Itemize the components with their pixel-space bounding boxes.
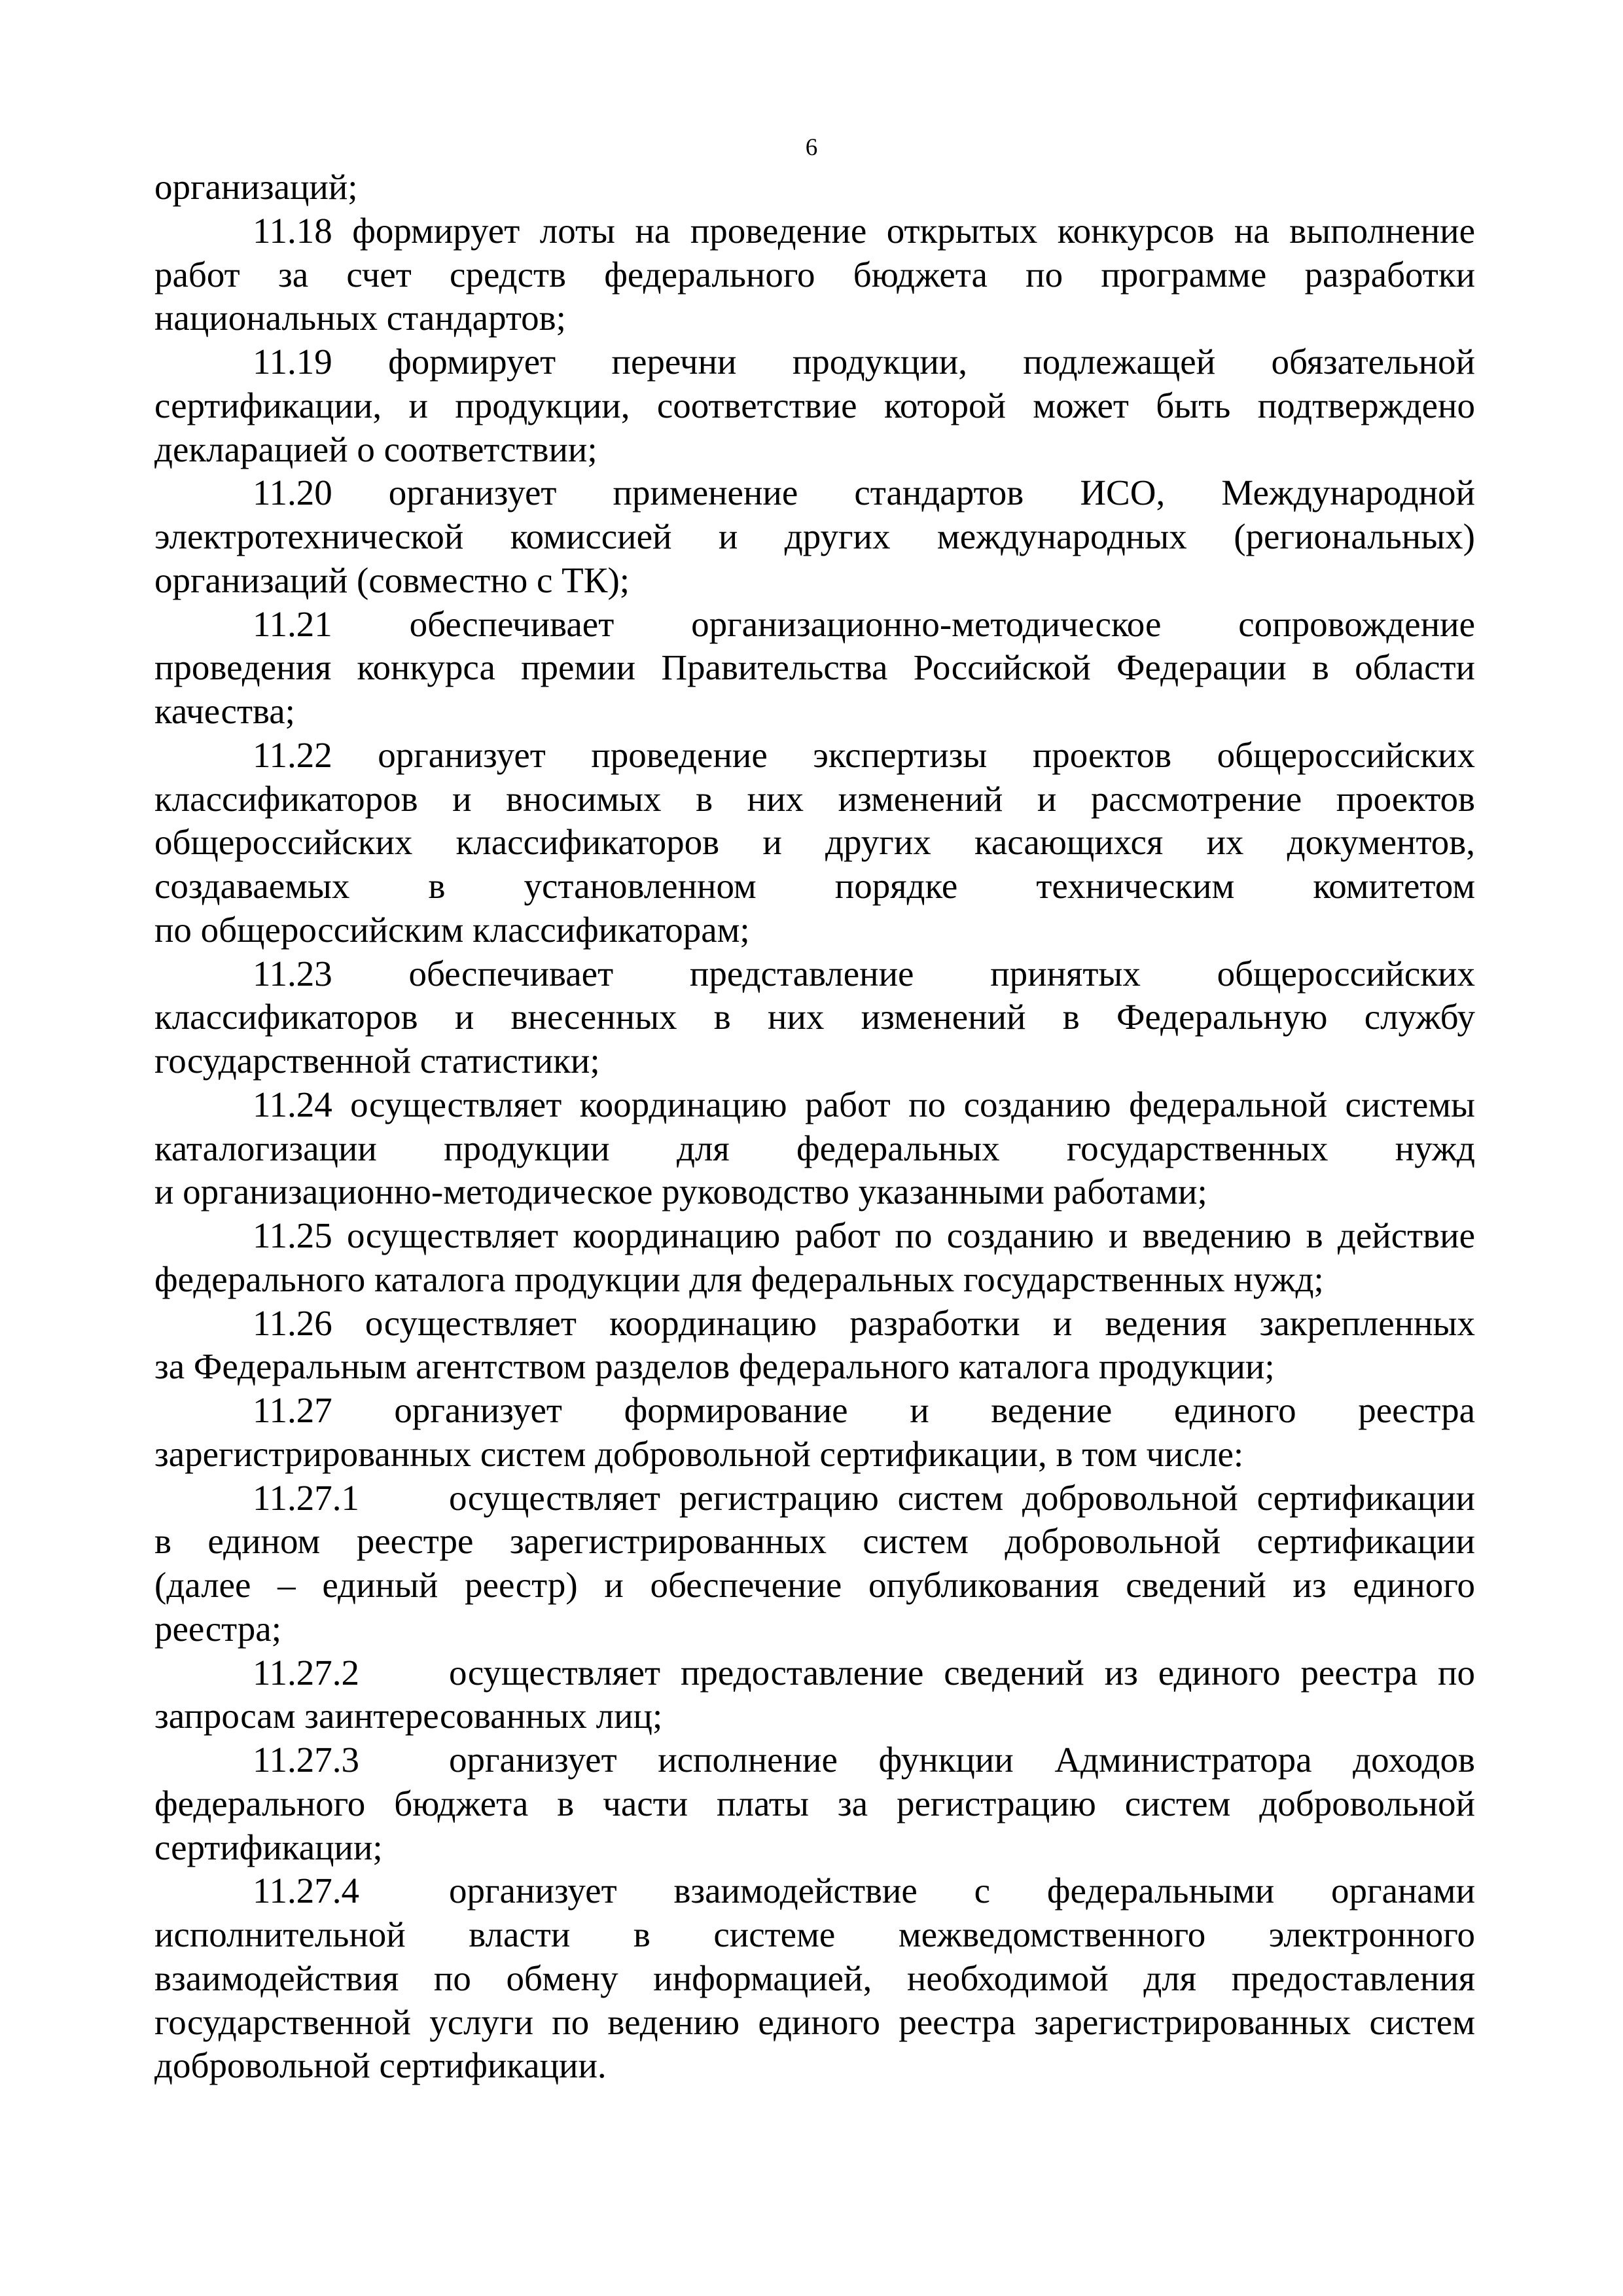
text-line: государственной статистики; [154, 1041, 600, 1081]
clause-11-26: 11.26 осуществляет координацию разработки и ведения закрепленных [253, 1302, 1475, 1343]
text-line: электротехнической комиссией и других международных (региональных) [154, 516, 1475, 556]
text-line: декларацией о соответствии; [154, 429, 597, 469]
text-line: организаций; [154, 167, 358, 207]
clause-text: организует исполнение функции Администратора доходов [449, 1740, 1475, 1780]
text-line: создаваемых в установленном порядке техническим комитетом [154, 866, 1475, 906]
text-line: каталогизации продукции для федеральных государственных нужд [154, 1128, 1475, 1168]
text-line: государственной услуги по ведению единого реестра зарегистрированных систем [154, 2001, 1475, 2042]
clause-number: 11.27.4 [253, 1871, 359, 1911]
text-line: федерального бюджета в части платы за регистрацию систем добровольной [154, 1783, 1475, 1823]
text-line: классификаторов и внесенных в них изменений в Федеральную службу [154, 997, 1475, 1037]
clause-11-24: 11.24 осуществляет координацию работ по созданию федеральной системы [253, 1084, 1475, 1124]
text-line: по общероссийским классификаторам; [154, 909, 750, 950]
text-line: реестра; [154, 1608, 282, 1649]
clause-text: организует взаимодействие с федеральными органами [449, 1871, 1475, 1911]
clause-text: осуществляет предоставление сведений из единого реестра по [449, 1652, 1475, 1693]
clause-11-27-3 [154, 1738, 1475, 1782]
clause-11-18: 11.18 формирует лоты на проведение открытых конкурсов на выполнение [253, 210, 1475, 251]
clause-number: 11.27.2 [253, 1652, 359, 1693]
text-line: (далее – единый реестр) и обеспечение опубликования сведений из единого [154, 1565, 1475, 1605]
text-line: запросам заинтересованных лиц; [154, 1696, 663, 1736]
clause-11-25: 11.25 осуществляет координацию работ по созданию и введению в действие [253, 1215, 1475, 1255]
text-line: за Федеральным агентством разделов федерального каталога продукции; [154, 1346, 1275, 1387]
clause-number: 11.27.3 [253, 1740, 359, 1780]
clause-11-19: 11.19 формирует перечни продукции, подлежащей обязательной [253, 342, 1475, 382]
clause-11-27: 11.27 организует формирование и ведение единого реестра [253, 1390, 1475, 1430]
text-line: взаимодействия по обмену информацией, необходимой для предоставления [154, 1958, 1475, 1998]
clause-11-23: 11.23 обеспечивает представление принятых общероссийских [253, 953, 1475, 994]
page-number: 6 [805, 134, 818, 161]
clause-11-20: 11.20 организует применение стандартов ИСО, Международной [253, 473, 1475, 513]
text-line: проведения конкурса премии Правительства Российской Федерации в области [154, 647, 1475, 688]
text-line: в едином реестре зарегистрированных систем добровольной сертификации [154, 1521, 1475, 1562]
text-line: сертификации, и продукции, соответствие которой может быть подтверждено [154, 385, 1475, 425]
text-line: зарегистрированных систем добровольной сертификации, в том числе: [154, 1433, 1244, 1474]
clause-11-27-4 [154, 1869, 1475, 1913]
clause-11-27-2 [154, 1651, 1475, 1695]
clause-number: 11.27.1 [253, 1477, 359, 1518]
text-line: организаций (совместно с ТК); [154, 560, 630, 600]
text-line: добровольной сертификации. [154, 2045, 607, 2086]
clause-11-21: 11.21 обеспечивает организационно-методическое сопровождение [253, 603, 1475, 644]
text-line: и организационно-методическое руководство указанными работами; [154, 1172, 1207, 1212]
text-line: исполнительной власти в системе межведомственного электронного [154, 1914, 1475, 1954]
text-line: сертификации; [154, 1827, 383, 1867]
text-line: национальных стандартов; [154, 298, 566, 338]
text-line: качества; [154, 691, 295, 731]
clause-11-27-1 [154, 1477, 1475, 1520]
text-line: классификаторов и вносимых в них изменений и рассмотрение проектов [154, 778, 1475, 819]
text-line: общероссийских классификаторов и других касающихся их документов, [154, 822, 1475, 863]
text-line: федерального каталога продукции для федеральных государственных нужд; [154, 1259, 1324, 1299]
clause-text: осуществляет регистрацию систем добровольной сертификации [449, 1477, 1475, 1518]
text-line: работ за счет средств федерального бюджета по программе разработки [154, 254, 1475, 295]
document-body [154, 166, 1475, 2088]
clause-11-22: 11.22 организует проведение экспертизы проектов общероссийских [253, 734, 1475, 775]
